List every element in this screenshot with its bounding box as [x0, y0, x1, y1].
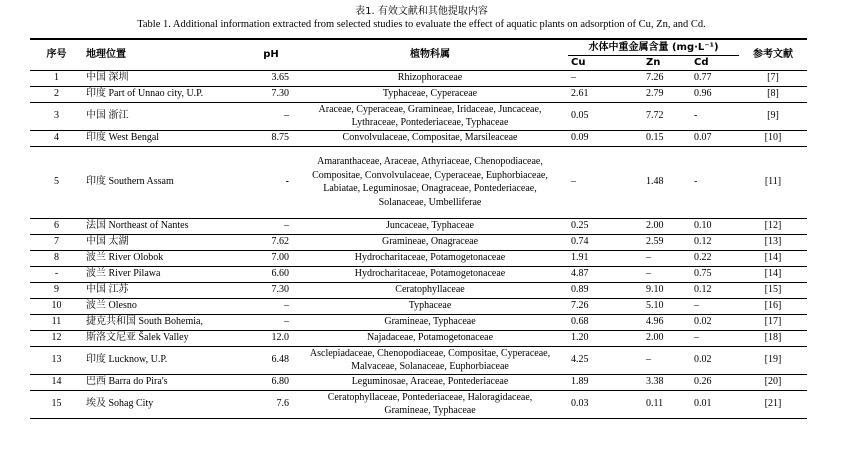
cell-cd: 0.12: [691, 282, 739, 298]
table-row: [30, 374, 807, 390]
cell-ph: 7.6: [250, 390, 292, 418]
cell-ph: –: [250, 298, 292, 314]
cell-ph: 7.30: [250, 282, 292, 298]
table-row: [30, 314, 807, 330]
cell-cu: –: [568, 146, 643, 218]
cell-no: 9: [30, 282, 83, 298]
cell-zn: 1.48: [643, 146, 691, 218]
cell-no: 14: [30, 374, 83, 390]
header-ph: pH: [250, 39, 292, 70]
table-row: [30, 390, 807, 418]
cell-family: [292, 234, 568, 250]
cell-no: 4: [30, 130, 83, 146]
header-ref: 参考文献: [739, 39, 807, 70]
cell-cu: 1.20: [568, 330, 643, 346]
cell-ph: –: [250, 218, 292, 234]
family-line: Malvaceae, Solanaceae, Euphorbiaceae: [351, 361, 509, 372]
cell-zn: 7.26: [643, 70, 691, 86]
cell-family: [292, 146, 568, 218]
family-line: Gramineae, Typhaceae: [384, 405, 476, 416]
cell-location: 印度 West Bengal: [83, 130, 250, 146]
cell-location: 波兰 River Olobok: [83, 250, 250, 266]
cell-ph: 6.80: [250, 374, 292, 390]
cell-zn: 2.79: [643, 86, 691, 102]
cell-no: 1: [30, 70, 83, 86]
cell-family: [292, 282, 568, 298]
cell-ref: [8]: [739, 86, 807, 102]
family-line: Hydrocharitaceae, Potamogetonaceae: [354, 268, 506, 280]
cell-location: 波兰 Olesno: [83, 298, 250, 314]
family-line: Leguminosae, Araceae, Pontederiaceae: [351, 376, 509, 388]
cell-no: 2: [30, 86, 83, 102]
cell-ref: [12]: [739, 218, 807, 234]
cell-zn: –: [643, 250, 691, 266]
table-caption-chinese: 表1. 有效文献和其他提取内容: [355, 6, 488, 17]
cell-no: 12: [30, 330, 83, 346]
family-line: Typhaceae: [408, 300, 452, 312]
cell-cd: 0.26: [691, 374, 739, 390]
cell-no: 11: [30, 314, 83, 330]
data-table: [30, 38, 807, 419]
cell-zn: 5.10: [643, 298, 691, 314]
cell-cd: 0.02: [691, 314, 739, 330]
family-line: Solanaceae, Umbelliferae: [378, 196, 482, 208]
cell-ref: [11]: [739, 146, 807, 218]
cell-location: 斯洛文尼亚 Šalek Valley: [83, 330, 250, 346]
cell-family: [292, 374, 568, 390]
cell-cu: 0.74: [568, 234, 643, 250]
cell-ref: [14]: [739, 266, 807, 282]
cell-family: [292, 266, 568, 282]
header-cu: Cu: [568, 55, 643, 70]
cell-family: [292, 298, 568, 314]
family-line: Hydrocharitaceae, Potamogetonaceae: [354, 252, 506, 264]
cell-ph: -: [250, 146, 292, 218]
header-family: 植物科属: [292, 39, 568, 70]
cell-cd: -: [691, 102, 739, 130]
cell-ph: –: [250, 314, 292, 330]
cell-zn: 2.59: [643, 234, 691, 250]
family-line: Araceae, Cyperaceae, Gramineae, Iridaceae, Juncaceae,: [318, 103, 542, 115]
cell-zn: –: [643, 346, 691, 374]
family-line: Amaranthaceae, Araceae, Athyriaceae, Chenopodiaceae,: [317, 156, 543, 167]
family-line: Juncaceae, Typhaceae: [386, 220, 474, 232]
table-row: [30, 266, 807, 282]
cell-cu: 2.61: [568, 86, 643, 102]
cell-cu: 1.89: [568, 374, 643, 390]
header-cd: Cd: [691, 55, 739, 70]
cell-family: [292, 70, 568, 86]
family-line: Gramineae, Onagraceae: [381, 236, 479, 248]
cell-ref: [9]: [739, 102, 807, 130]
cell-family: [292, 218, 568, 234]
cell-location: 巴西 Barra do Pira's: [83, 374, 250, 390]
cell-ph: –: [250, 102, 292, 130]
family-line: Gramineae, Typhaceae: [384, 316, 476, 328]
table-row: [30, 282, 807, 298]
cell-location: 印度 Part of Unnao city, U.P.: [83, 86, 250, 102]
cell-cd: 0.12: [691, 234, 739, 250]
cell-location: 中国 太湖: [83, 234, 250, 250]
family-line: Typhaceae, Cyperaceae: [382, 88, 478, 100]
cell-zn: 9.10: [643, 282, 691, 298]
family-line: Lythraceae, Pontederiaceae, Typhaceae: [351, 117, 509, 128]
cell-ref: [15]: [739, 282, 807, 298]
cell-ph: 6.48: [250, 346, 292, 374]
cell-family: [292, 314, 568, 330]
cell-cd: –: [691, 330, 739, 346]
cell-zn: –: [643, 266, 691, 282]
cell-no: -: [30, 266, 83, 282]
cell-zn: 3.38: [643, 374, 691, 390]
cell-location: 中国 深圳: [83, 70, 250, 86]
header-location: 地理位置: [83, 39, 250, 70]
cell-location: 波兰 River Pilawa: [83, 266, 250, 282]
cell-family: [292, 346, 568, 374]
cell-ph: 3.65: [250, 70, 292, 86]
cell-zn: 2.00: [643, 330, 691, 346]
cell-location: 法国 Northeast of Nantes: [83, 218, 250, 234]
table-row: [30, 250, 807, 266]
cell-ref: [19]: [739, 346, 807, 374]
cell-cu: 0.89: [568, 282, 643, 298]
cell-ref: [17]: [739, 314, 807, 330]
cell-cd: –: [691, 298, 739, 314]
cell-no: 3: [30, 102, 83, 130]
cell-zn: 0.11: [643, 390, 691, 418]
cell-ref: [13]: [739, 234, 807, 250]
cell-ref: [20]: [739, 374, 807, 390]
table-row: [30, 146, 807, 218]
cell-ref: [10]: [739, 130, 807, 146]
cell-zn: 0.15: [643, 130, 691, 146]
header-no: 序号: [30, 39, 83, 70]
cell-ph: 7.30: [250, 86, 292, 102]
table-caption-english: Table 1. Additional information extracted from selected studies to evaluate the effect of aquatic plants on adsorption of Cu, Zn, and Cd.: [137, 19, 706, 30]
cell-family: [292, 250, 568, 266]
table-row: [30, 70, 807, 86]
family-line: Asclepiadaceae, Chenopodiaceae, Compositae, Cyperaceae,: [309, 347, 551, 359]
cell-zn: 4.96: [643, 314, 691, 330]
cell-family: [292, 130, 568, 146]
header-zn: Zn: [643, 55, 691, 70]
cell-ph: 12.0: [250, 330, 292, 346]
cell-cd: 0.96: [691, 86, 739, 102]
cell-cd: 0.77: [691, 70, 739, 86]
cell-ref: [16]: [739, 298, 807, 314]
cell-location: 中国 江苏: [83, 282, 250, 298]
cell-cu: 4.25: [568, 346, 643, 374]
cell-no: 13: [30, 346, 83, 374]
table-row: [30, 102, 807, 130]
cell-cu: 7.26: [568, 298, 643, 314]
cell-cd: 0.10: [691, 218, 739, 234]
cell-cd: 0.22: [691, 250, 739, 266]
cell-location: 捷克共和国 South Bohemia,: [83, 314, 250, 330]
cell-cu: 4.87: [568, 266, 643, 282]
cell-cu: 1.91: [568, 250, 643, 266]
cell-no: 7: [30, 234, 83, 250]
cell-cu: –: [568, 70, 643, 86]
cell-ref: [14]: [739, 250, 807, 266]
cell-no: 10: [30, 298, 83, 314]
cell-ph: 7.00: [250, 250, 292, 266]
cell-ph: 7.62: [250, 234, 292, 250]
cell-zn: 7.72: [643, 102, 691, 130]
cell-location: 中国 浙江: [83, 102, 250, 130]
cell-cu: 0.09: [568, 130, 643, 146]
table-row: [30, 130, 807, 146]
cell-no: 15: [30, 390, 83, 418]
cell-cd: 0.01: [691, 390, 739, 418]
cell-cd: 0.07: [691, 130, 739, 146]
table-row: [30, 218, 807, 234]
family-line: Ceratophyllaceae, Pontederiaceae, Haloragidaceae,: [327, 391, 533, 403]
table-body: [30, 70, 807, 418]
cell-ph: 8.75: [250, 130, 292, 146]
cell-cd: 0.02: [691, 346, 739, 374]
cell-ref: [7]: [739, 70, 807, 86]
cell-family: [292, 102, 568, 130]
family-line: Ceratophyllaceae: [395, 284, 465, 296]
family-line: Convolvulaceae, Compositae, Marsileaceae: [342, 132, 518, 144]
family-line: Labiatae, Leguminosae, Onagraceae, Pontederiaceae,: [323, 183, 537, 194]
cell-cd: -: [691, 146, 739, 218]
cell-no: 6: [30, 218, 83, 234]
cell-location: 印度 Lucknow, U.P.: [83, 346, 250, 374]
cell-ref: [21]: [739, 390, 807, 418]
family-line: Compositae, Convolvulaceae, Cyperaceae, Euphorbiaceae,: [312, 169, 548, 181]
table-row: [30, 298, 807, 314]
header-metal-group: 水体中重金属含量 (mg·L⁻¹): [568, 39, 739, 55]
cell-family: [292, 86, 568, 102]
cell-cu: 0.25: [568, 218, 643, 234]
cell-ph: 6.60: [250, 266, 292, 282]
table-row: [30, 330, 807, 346]
table-row: [30, 234, 807, 250]
cell-zn: 2.00: [643, 218, 691, 234]
cell-family: [292, 330, 568, 346]
cell-location: 埃及 Sohag City: [83, 390, 250, 418]
cell-no: 8: [30, 250, 83, 266]
cell-cd: 0.75: [691, 266, 739, 282]
cell-no: 5: [30, 146, 83, 218]
table-row: [30, 346, 807, 374]
cell-cu: 0.05: [568, 102, 643, 130]
cell-location: 印度 Southern Assam: [83, 146, 250, 218]
cell-family: [292, 390, 568, 418]
table-row: [30, 86, 807, 102]
family-line: Rhizophoraceae: [397, 72, 463, 84]
family-line: Najadaceae, Potamogetonaceae: [366, 332, 494, 344]
cell-cu: 0.68: [568, 314, 643, 330]
cell-ref: [18]: [739, 330, 807, 346]
cell-cu: 0.03: [568, 390, 643, 418]
